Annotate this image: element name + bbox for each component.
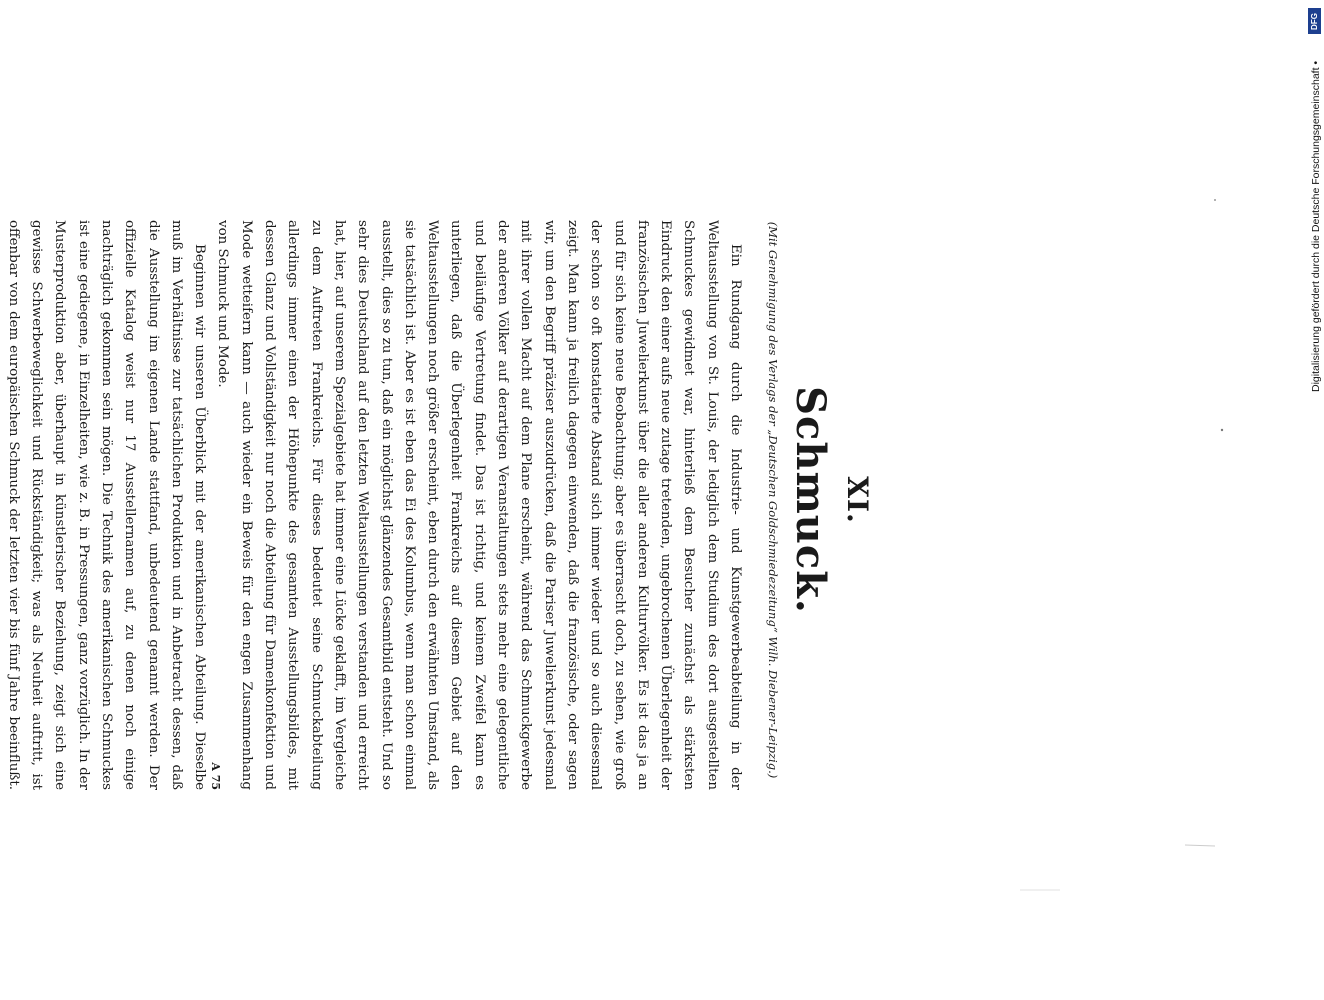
page-content — [5, 180, 1152, 820]
chapter-title: Schmuck. — [787, 386, 834, 614]
dfg-notice: Digitalisierung gefördert durch die Deutsche Forschungsgemeinschaft • — [1310, 60, 1322, 392]
dfg-logo — [1308, 8, 1321, 34]
paragraph-2: Beginnen wir unseren Überblick mit der amerikanischen Abteilung. Dieselbe muß im Verhältnisse zur tatsächlichen Produktion und in Anbetracht dessen, daß die Ausstellung im eigenen Lande stattfand, unbedeutend genannt werden. Der offizielle Katalog weist nur 17 Ausstellernamen auf, zu denen noch einige nachträglich gekommen sein mögen. Die Technik des amerikanischen Schmuckes ist eine gediegene, in Einzelheiten, wie z. B. in Pressungen, ganz vorzüglich. In der Musterproduktion aber, überhaupt in künstlerischer Beziehung, zeigt sich eine gewisse Schwerbeweglichkeit und Rückständigkeit; was als Neuheit auftritt, ist offenbar von dem europäischen Schmuck der letzten vier bis fünf Jahre beeinflußt. — [5, 220, 208, 790]
dfg-logo-text: DFG — [1310, 12, 1320, 30]
credit-line: (Mit Genehmigung des Verlags der „Deutschen Goldschmiedezeitung“ Wilh. Diebener-Leipzig.) — [766, 221, 780, 779]
body-text — [0, 220, 747, 790]
paragraph-1: Ein Rundgang durch die Industrie- und Kunstgewerbeabteilung in der Weltausstellung von St. Louis, der lediglich dem Studium des dort ausgestellten Schmuckes gewidmet war, hinterließ dem Besucher zunächst als stärksten Eindruck den einer aufs neue zutage tretenden, ungebrochenen Überlegenheit der französischen Juwelierkunst über die aller anderen Kulturvölker. Es ist das ja an und für sich keine neue Beobachtung; aber es überrascht doch, zu sehen, wie groß der schon so oft konstatierte Abstand sich immer wieder und so auch diesesmal zeigt. Man kann ja freilich dagegen einwenden, daß die französische, oder sagen wir, um den Begriff präziser auszudrücken, daß die Pariser Juwelierkunst jedesmal mit ihrer vollen Macht auf dem Plane erscheint, während das Schmuckgewerbe der anderen Völker auf derartigen Veranstaltungen stets mehr eine gelegentliche und beiläufige Vertretung findet. Das ist richtig, und keinem Zweifel kann es unterliegen, daß die Überlegenheit Frankreichs auf diesem Gebiet auf den Weltausstellungen noch größer erscheint, eben durch den erwähnten Umstand, als sie tatsächlich ist. Aber es ist eben das Ei des Kolumbus, wenn man schon einmal ausstellt, dies so zu tun, daß ein möglichst glänzendes Gesamtbild entsteht. Und so sehr dies Deutschland auf den letzten Weltausstellungen verstanden und erreicht hat, hier, auf unserem Spezialgebiete hat immer eine Lücke geklafft, im Vergleiche zu dem Auftreten Frankreichs. Für dieses bedeutet seine Schmuckabteilung allerdings immer einen der Höhepunkte des gesamten Ausstellungsbildes, mit dessen Glanz und Vollständigkeit nur noch die Abteilung für Damenkonfektion und Mode wetteifern kann — auch wieder ein Beweis für den engen Zusammenhang von Schmuck und Mode. — [215, 220, 743, 790]
chapter-number: XI. — [841, 476, 874, 524]
scanned-page — [5, 180, 1152, 820]
signature-mark: A 75 — [209, 762, 222, 790]
